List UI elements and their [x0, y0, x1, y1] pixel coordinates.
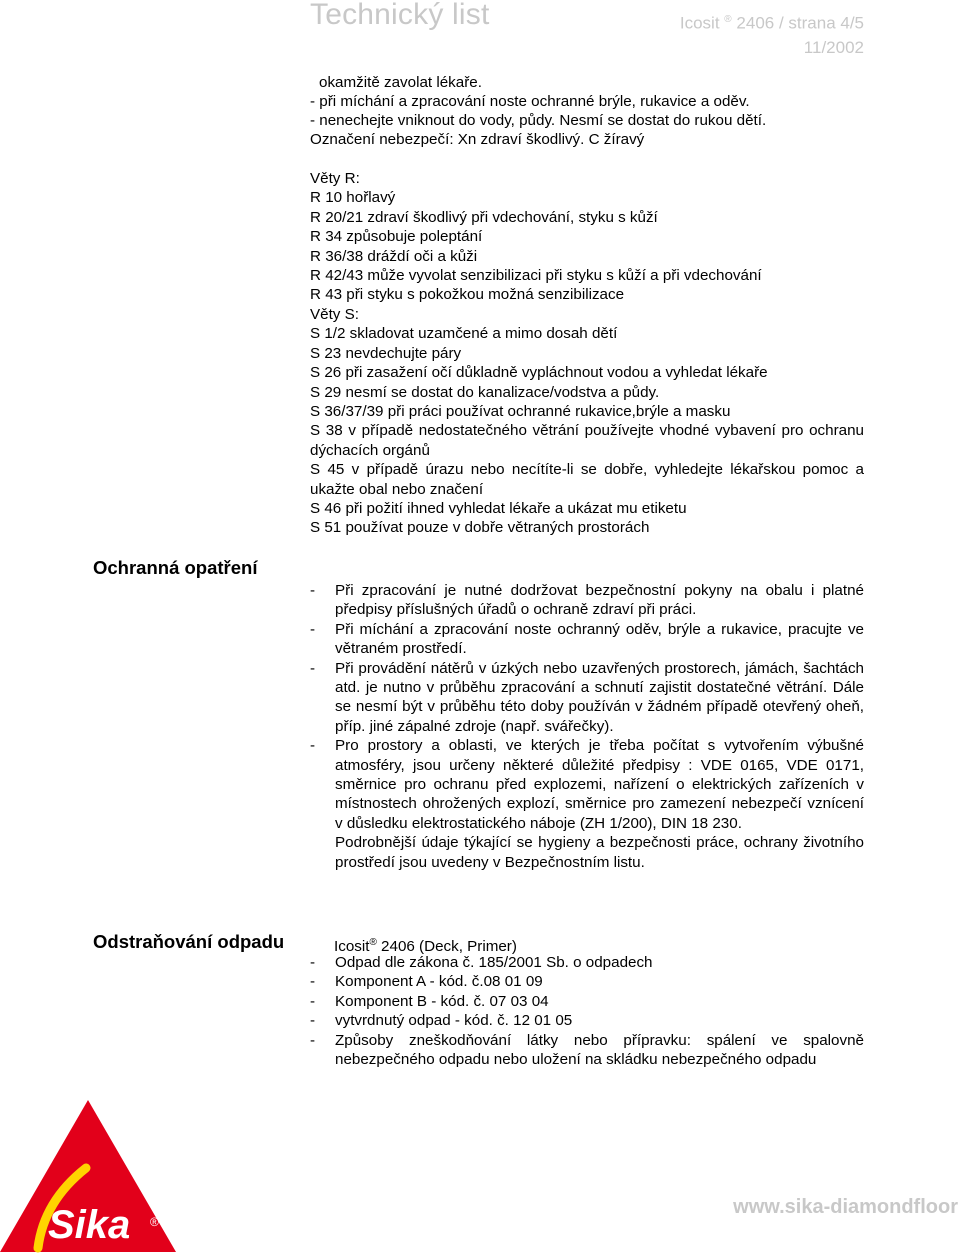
- intro-line: okamžitě zavolat lékaře.: [319, 74, 482, 91]
- waste-item: - Způsoby zneškodňování látky nebo přípravku: spálení ve spalovně nebezpečného odpadu nebo uložení na skládku nebezpečného odpadu: [310, 1031, 864, 1069]
- bullet-dash: -: [310, 620, 316, 638]
- s-item: S 36/37/39 při práci používat ochranné rukavice,brýle a masku: [310, 403, 731, 421]
- s-heading: Věty S:: [310, 306, 359, 323]
- intro-line: - nenechejte vniknout do vody, půdy. Nesmí se dostat do rukou dětí.: [310, 112, 767, 129]
- protective-list: [310, 581, 864, 872]
- footer-url[interactable]: www.sika-diamondfloor: [733, 1196, 958, 1218]
- waste-item: - vytvrdnutý odpad - kód. č. 12 01 05: [310, 1012, 573, 1030]
- intro-line: Označení nebezpečí: Xn zdraví škodlivý. C žíravý: [310, 131, 645, 148]
- protective-item: - Pro prostory a oblasti, ve kterých je třeba počítat s vytvořením výbušné atmosféry, jsou určeny některé důležité předpisy : VDE 0165, VDE 0171, směrnice pro ochranu před explozemi, nařízení o elektrických zařízeních v místnostech ohrožených explozí, směrnice pro zamezení nebezpečí vznícení v důsledku elektrostatického náboje (ZH 1/200), DIN 18 230.: [310, 737, 864, 832]
- s-item: S 51 používat pouze v dobře větraných prostorách: [310, 519, 650, 537]
- logo-text: Sika: [48, 1203, 131, 1247]
- protective-label: Ochranná opatření: [93, 557, 258, 578]
- s-item: S 46 při požití ihned vyhledat lékaře a ukázat mu etiketu: [310, 500, 687, 518]
- intro-line: - při míchání a zpracování noste ochranné brýle, rukavice a oděv.: [310, 93, 750, 110]
- s-item: S 26 při zasažení očí důkladně vypláchnout vodou a vyhledat lékaře: [310, 364, 768, 382]
- r-heading: Věty R:: [310, 170, 360, 187]
- protective-item: - Při zpracování je nutné dodržovat bezpečnostní pokyny na obalu i platné předpisy příslušných úřadů o ochraně zdraví při práci.: [310, 582, 864, 619]
- protective-item: - Při míchání a zpracování noste ochranný oděv, brýle a rukavice, pracujte ve větraném prostředí.: [310, 620, 864, 658]
- document-title: Technický list: [310, 0, 490, 31]
- bullet-dash: -: [310, 737, 316, 755]
- bullet-dash: -: [310, 954, 316, 971]
- bullet-dash: -: [310, 659, 316, 677]
- r-sentences: [310, 169, 762, 305]
- s-sentences: [310, 305, 864, 538]
- s-item: S 29 nesmí se dostat do kanalizace/vodstva a půdy.: [310, 383, 660, 401]
- waste-product-line: Icosit® 2406 (Deck, Primer): [334, 937, 517, 956]
- bullet-dash: -: [310, 973, 316, 991]
- bullet-dash: -: [310, 1012, 316, 1030]
- sika-logo: [0, 1098, 180, 1254]
- r-item: R 42/43 může vyvolat senzibilizaci při styku s kůží a při vdechování: [310, 267, 762, 285]
- r-item: R 36/38 dráždí oči a kůži: [310, 247, 478, 265]
- logo-reg-mark: ®: [150, 1215, 159, 1229]
- header-product: Icosit: [679, 13, 720, 33]
- waste-reg-mark: ®: [369, 937, 377, 948]
- waste-item: - Odpad dle zákona č. 185/2001 Sb. o odpadech: [310, 954, 653, 971]
- r-item: R 20/21 zdraví škodlivý při vdechování, styku s kůží: [310, 208, 658, 226]
- s-item: S 23 nevdechujte páry: [310, 344, 462, 362]
- s-item: S 38 v případě nedostatečného větrání používejte vhodné vybavení pro ochranu dýchacích orgánů: [310, 422, 864, 459]
- header-info: [680, 8, 864, 60]
- waste-item: - Komponent B - kód. č. 07 03 04: [310, 992, 549, 1010]
- waste-label: Odstraňování odpadu: [93, 931, 285, 952]
- waste-item: - Komponent A - kód. č.08 01 09: [310, 973, 543, 991]
- protective-note: Podrobnější údaje týkající se hygieny a bezpečnosti práce, ochrany životního prostředí jsou uvedeny v Bezpečnostním listu.: [335, 834, 864, 871]
- r-item: R 43 při styku s pokožkou možná senzibilizace: [310, 286, 625, 304]
- bullet-dash: -: [310, 992, 316, 1010]
- protective-item: - Při provádění nátěrů v úzkých nebo uzavřených prostorech, jámách, šachtách atd. je nutno v průběhu zpracování a schnutí zajistit dostatečné větrání. Dále se nesmí být v průběhu této doby používán v žádném případě otevřený oheň, příp. jiné zápalné zdroje (např. svářečky).: [310, 659, 864, 735]
- header-page-info: 2406 / strana 4/5: [736, 13, 864, 33]
- r-item: R 10 hořlavý: [310, 189, 396, 207]
- bullet-dash: -: [310, 582, 316, 599]
- waste-list: [310, 953, 864, 1069]
- header-page-line: [680, 8, 864, 36]
- s-item: S 1/2 skladovat uzamčené a mimo dosah dětí: [310, 325, 618, 343]
- s-item: S 45 v případě úrazu nebo necítíte-li se dobře, vyhledejte lékařskou pomoc a ukažte obal nebo značení: [310, 461, 864, 498]
- r-item: R 34 způsobuje poleptání: [310, 228, 483, 246]
- bullet-dash: -: [310, 1031, 316, 1049]
- header-date: 11/2002: [803, 37, 864, 57]
- header-reg-mark: ®: [724, 14, 732, 25]
